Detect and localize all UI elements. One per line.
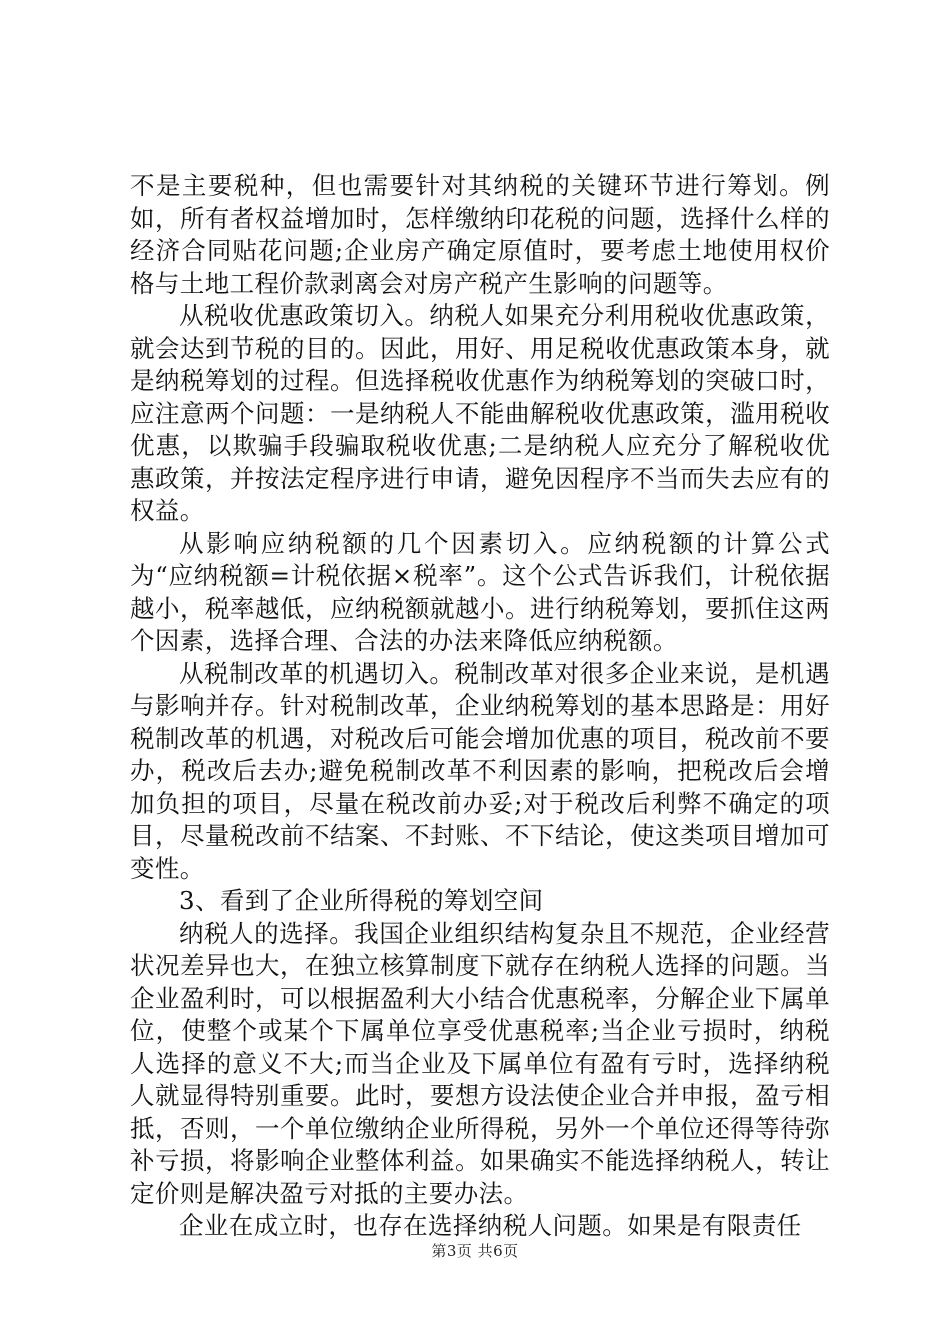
section-heading: 3、看到了企业所得税的筹划空间 bbox=[179, 886, 544, 915]
paragraph-taxpayer-choice: 纳税人的选择。我国企业组织结构复杂且不规范，企业经营状况差异也大，在独立核算制度下就存在纳税人选择的问题。当企业盈利时，可以根据盈利大小结合优惠税率，分解企业下属单位，使整个或某个下属单位享受优惠税率;当企业亏损时，纳税人选择的意义不大;而当企业及下属单位有盈有亏时，选择纳税人就显得特别重要。此时，要想方设法使企业合并申报，盈亏相抵，否则，一个单位缴纳企业所得税，另外一个单位还得等待弥补亏损，将影响企业整体利益。如果确实不能选择纳税人，转让定价则是解决盈亏对抵的主要办法。 bbox=[130, 918, 830, 1208]
paragraph-company-founding: 企业在成立时，也存在选择纳税人问题。如果是有限责任 bbox=[179, 1211, 802, 1240]
document-body bbox=[130, 170, 830, 1243]
paragraph-tax-factors: 从影响应纳税额的几个因素切入。应纳税额的计算公式为“应纳税额=计税依据×税率”。这个公式告诉我们，计税依据越小，税率越低，应纳税额就越小。进行纳税筹划，要抓住这两个因素，选择合理、合法的办法来降低应纳税额。 bbox=[130, 528, 830, 655]
paragraph-tax-incentives: 从税收优惠政策切入。纳税人如果充分利用税收优惠政策，就会达到节税的目的。因此，用好、用足税收优惠政策本身，就是纳税筹划的过程。但选择税收优惠作为纳税筹划的突破口时，应注意两个问题：一是纳税人不能曲解税收优惠政策，滥用税收优惠，以欺骗手段骗取税收优惠;二是纳税人应充分了解税收优惠政策，并按法定程序进行申请，避免因程序不当而失去应有的权益。 bbox=[130, 301, 830, 525]
paragraph-continued: 不是主要税种，但也需要针对其纳税的关键环节进行筹划。例如，所有者权益增加时，怎样缴纳印花税的问题，选择什么样的经济合同贴花问题;企业房产确定原值时，要考虑土地使用权价格与土地工程价款剥离会对房产税产生影响的问题等。 bbox=[130, 171, 830, 298]
page-footer: 第3页 共6页 bbox=[431, 1242, 519, 1260]
paragraph-tax-reform: 从税制改革的机遇切入。税制改革对很多企业来说，是机遇与影响并存。针对税制改革，企业纳税筹划的基本思路是：用好税制改革的机遇，对税改后可能会增加优惠的项目，税改前不要办，税改后去办;避免税制改革不利因素的影响，把税改后会增加负担的项目，尽量在税改前办妥;对于税改后利弊不确定的项目，尽量税改前不结案、不封账、不下结论，使这类项目增加可变性。 bbox=[130, 658, 830, 883]
